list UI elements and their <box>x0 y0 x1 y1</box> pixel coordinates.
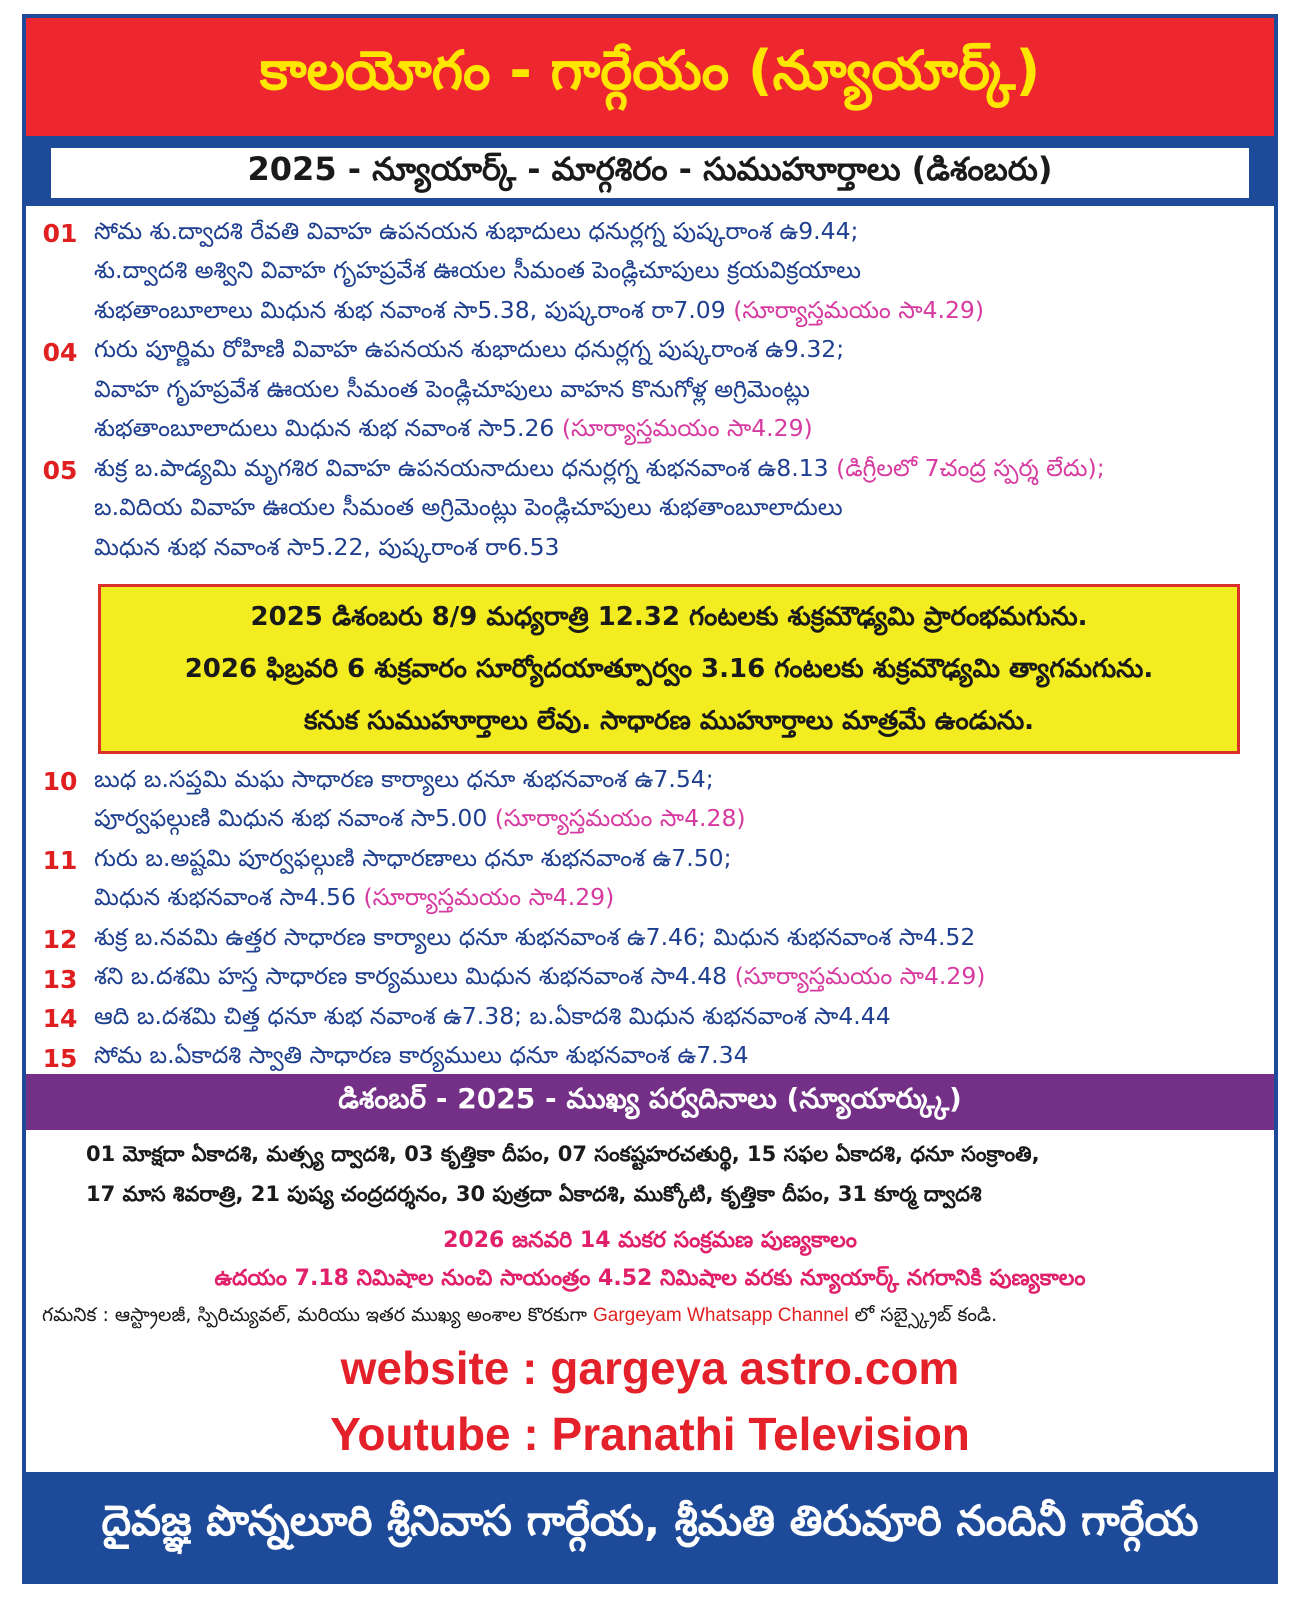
notice-line: 2026 ఫిబ్రవరి 6 శుక్రవారం సూర్యోదయాత్పూర్వం 3.16 గంటలకు శుక్రమౌఢ్యమి త్యాగమగును. <box>184 654 1154 684</box>
notice-line: కనుక సుముహూర్తాలు లేవు. సాధారణ ముహూర్తాలు మాత్రమే ఉండును. <box>303 706 1035 736</box>
makara-line: 2026 జనవరి 14 మకర సంక్రమణ పుణ్యకాలం <box>443 1228 857 1253</box>
muhurta-row <box>26 293 1274 333</box>
notice-line: 2025 డిశంబరు 8/9 మధ్యరాత్రి 12.32 గంటలకు శుక్రమౌఢ్యమి ప్రారంభమగును. <box>250 602 1088 632</box>
row-text: బుధ బ.సప్తమి మఘ సాధారణ కార్యాలు ధనూ శుభనవాంశ ఉ7.54; <box>94 764 714 793</box>
row-text: ఆది బ.దశమి చిత్త ధనూ శుభ నవాంశ ఉ7.38; బ.ఏకాదశి మిధున శుభనవాంశ సా4.44 <box>94 1001 891 1030</box>
row-text: శు.ద్వాదశి అశ్విని వివాహ గృహప్రవేశ ఊయల సీమంత పెండ్లిచూపులు క్రయవిక్రయాలు <box>94 256 861 285</box>
row-text: బ.విదియ వివాహ ఊయల సీమంత అగ్రిమెంట్లు పెండ్లిచూపులు శుభతాంబూలాదులు <box>94 493 843 522</box>
sunset-note: (సూర్యాస్తమయం సా4.29) <box>561 414 813 443</box>
page-subtitle: 2025 - న్యూయార్క్ - మార్గశిరం - సుముహూర్తాలు (డిశంబరు) <box>247 150 1053 188</box>
muhurta-row <box>26 920 1274 960</box>
author-names: దైవజ్ఞ పొన్నలూరి శ్రీనివాస గార్గేయ, శ్రీమతి తిరువూరి నందినీ గార్గేయ <box>101 1496 1199 1545</box>
row-date: 01 <box>42 219 78 249</box>
row-text: శుక్ర బ.పాడ్యమి మృగశిర వివాహ ఉపనయనాదులు ధనుర్లగ్న శుభనవాంశ ఉ8.13 (డిగ్రీలలో 7చంద్ర స్పర్శ లేదు); <box>94 453 1105 482</box>
makara-sankramana <box>26 1222 1274 1298</box>
row-text: మిధున శుభ నవాంశ సా5.22, పుష్కరాంశ రా6.53 <box>94 532 560 561</box>
website-link[interactable]: website : gargeya astro.com <box>340 1342 960 1394</box>
muhurta-row <box>26 841 1274 881</box>
muhurta-row <box>26 960 1274 1000</box>
muhurta-row <box>26 451 1274 491</box>
degree-note: (డిగ్రీలలో 7చంద్ర స్పర్శ లేదు); <box>836 453 1105 482</box>
moudhyami-notice <box>98 584 1240 754</box>
festivals-list <box>26 1134 1274 1214</box>
row-date: 04 <box>42 337 78 367</box>
muhurta-row <box>26 254 1274 294</box>
row-text: వివాహ గృహప్రవేశ ఊయల సీమంత పెండ్లిచూపులు వాహన కొనుగోళ్ల అగ్రిమెంట్లు <box>94 374 810 403</box>
muhurta-row <box>26 999 1274 1039</box>
muhurta-row <box>26 762 1274 802</box>
festivals-banner <box>26 1074 1274 1130</box>
row-date: 13 <box>42 964 78 994</box>
title-banner <box>26 18 1274 140</box>
note-line <box>42 1298 1272 1332</box>
muhurta-row <box>26 412 1274 452</box>
row-text: పూర్వఫల్గుణి మిధున శుభ నవాంశ సా5.00 (సూర్యాస్తమయం సా4.28) <box>94 804 746 833</box>
muhurta-row <box>26 802 1274 842</box>
makara-line: ఉదయం 7.18 నిమిషాల నుంచి సాయంత్రం 4.52 నిమిషాల వరకు న్యూయార్క్ నగరానికి పుణ్యకాలం <box>214 1266 1086 1291</box>
subtitle-box <box>51 148 1249 198</box>
festivals-heading: డిశంబర్ - 2025 - ముఖ్య పర్వదినాలు (న్యూయార్క్కు) <box>338 1082 962 1115</box>
muhurta-row <box>26 1039 1274 1079</box>
row-text: శుభతాంబూలాలు మిధున శుభ నవాంశ సా5.38, పుష్కరాంశ రా7.09 (సూర్యాస్తమయం సా4.29) <box>94 295 985 324</box>
sunset-note: (సూర్యాస్తమయం సా4.29) <box>734 962 986 991</box>
row-date: 12 <box>42 925 78 955</box>
festivals-line: 01 మోక్షదా ఏకాదశి, మత్స్య ద్వాదశి, 03 కృత్తికా దీపం, 07 సంకష్టహరచతుర్థి, 15 సఫల ఏకాదశి, ధనూ సంక్రాంతి, <box>86 1142 1040 1166</box>
sunset-note: (సూర్యాస్తమయం సా4.29) <box>733 295 985 324</box>
row-date: 14 <box>42 1004 78 1034</box>
row-text: మిధున శుభనవాంశ సా4.56 (సూర్యాస్తమయం సా4.29) <box>94 883 615 912</box>
whatsapp-channel-link[interactable]: Gargeyam Whatsapp Channel <box>593 1305 849 1326</box>
page-title: కాలయోగం - గార్గేయం (న్యూయార్క్) <box>259 38 1041 102</box>
row-date: 15 <box>42 1043 78 1073</box>
row-text: శుక్ర బ.నవమి ఉత్తర సాధారణ కార్యాలు ధనూ శుభనవాంశ ఉ7.46; మిధున శుభనవాంశ సా4.52 <box>94 922 976 951</box>
youtube-link[interactable]: Youtube : Pranathi Television <box>330 1408 970 1460</box>
muhurta-row <box>26 881 1274 921</box>
sunset-note: (సూర్యాస్తమయం సా4.28) <box>494 804 746 833</box>
subtitle-banner <box>26 140 1274 206</box>
row-date: 11 <box>42 846 78 876</box>
row-text: సోమ శు.ద్వాదశి రేవతి వివాహ ఉపనయన శుభాదులు ధనుర్లగ్న పుష్కరాంశ ఉ9.44; <box>94 216 859 245</box>
muhurta-row <box>26 333 1274 373</box>
row-text: శుభతాంబూలాదులు మిధున శుభ నవాంశ సా5.26 (సూర్యాస్తమయం సా4.29) <box>94 414 813 443</box>
row-text: శని బ.దశమి హస్త సాధారణ కార్యములు మిధున శుభనవాంశ సా4.48 (సూర్యాస్తమయం సా4.29) <box>94 962 986 991</box>
note-prefix: గమనిక : ఆస్ట్రాలజీ, స్పిరిచ్యువల్, మరియు ఇతర ముఖ్య అంశాల కొరకుగా <box>42 1304 587 1326</box>
row-date: 05 <box>42 456 78 486</box>
footer-banner <box>26 1472 1274 1580</box>
note-suffix: లో సబ్స్క్రైబ్ కండి. <box>854 1304 998 1326</box>
muhurta-list-2 <box>26 762 1274 1078</box>
poster-frame <box>22 14 1278 1584</box>
row-date: 10 <box>42 767 78 797</box>
row-text: గురు బ.అష్టమి పూర్వఫల్గుణి సాధారణాలు ధనూ శుభనవాంశ ఉ7.50; <box>94 843 732 872</box>
muhurta-row <box>26 530 1274 570</box>
row-text: సోమ బ.ఏకాదశి స్వాతి సాధారణ కార్యములు ధనూ శుభనవాంశ ఉ7.34 <box>94 1041 749 1070</box>
sunset-note: (సూర్యాస్తమయం సా4.29) <box>363 883 615 912</box>
muhurta-row <box>26 214 1274 254</box>
muhurta-row <box>26 491 1274 531</box>
muhurta-row <box>26 372 1274 412</box>
festivals-line: 17 మాస శివరాత్రి, 21 పుష్య చంద్రదర్శనం, 30 పుత్రదా ఏకాదశి, ముక్కోటి, కృత్తికా దీపం, 31 కూర్మ ద్వాదశి <box>86 1182 982 1206</box>
muhurta-list <box>26 214 1274 570</box>
row-text: గురు పూర్ణిమ రోహిణి వివాహ ఉపనయన శుభాదులు ధనుర్లగ్న పుష్కరాంశ ఉ9.32; <box>94 335 845 364</box>
